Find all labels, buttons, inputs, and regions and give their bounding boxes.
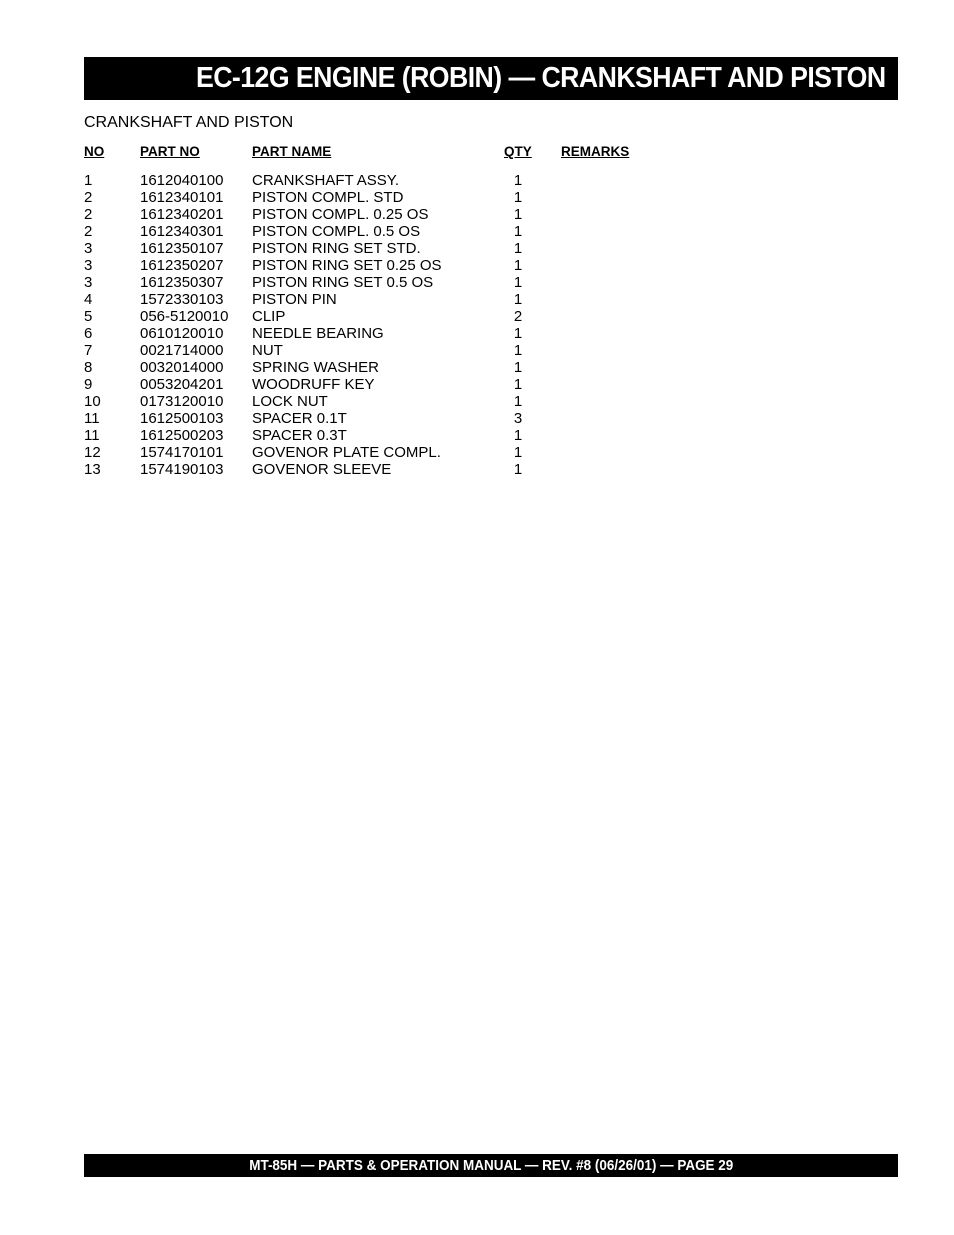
cell-qty: 1 xyxy=(513,376,523,393)
cell-part-no: 0021714000 xyxy=(140,342,224,359)
cell-part-no: 1612350107 xyxy=(140,240,224,257)
cell-part-no: 0053204201 xyxy=(140,376,224,393)
table-row xyxy=(84,257,684,274)
cell-part-name: PISTON COMPL. 0.5 OS xyxy=(252,223,421,240)
page-title-bar xyxy=(84,57,898,100)
cell-qty: 1 xyxy=(513,444,523,461)
cell-qty: 1 xyxy=(513,206,523,223)
cell-part-name: WOODRUFF KEY xyxy=(252,376,375,393)
cell-part-no: 1612040100 xyxy=(140,172,224,189)
cell-qty: 1 xyxy=(513,461,523,478)
header-part-no: PART NO xyxy=(140,144,200,159)
cell-no: 4 xyxy=(84,291,93,308)
cell-part-no: 1612350207 xyxy=(140,257,224,274)
cell-part-name: GOVENOR PLATE COMPL. xyxy=(252,444,441,461)
cell-part-no: 1612340301 xyxy=(140,223,224,240)
cell-part-name: PISTON PIN xyxy=(252,291,337,308)
cell-no: 9 xyxy=(84,376,93,393)
header-part-name: PART NAME xyxy=(252,144,332,159)
cell-no: 12 xyxy=(84,444,101,461)
footer-bar xyxy=(84,1154,898,1177)
cell-part-no: 1612350307 xyxy=(140,274,224,291)
section-heading: CRANKSHAFT AND PISTON xyxy=(84,114,294,131)
cell-part-no: 1612500103 xyxy=(140,410,224,427)
cell-part-name: PISTON COMPL. STD xyxy=(252,189,404,206)
cell-part-name: SPACER 0.3T xyxy=(252,427,347,444)
cell-part-name: NEEDLE BEARING xyxy=(252,325,384,342)
cell-qty: 1 xyxy=(513,359,523,376)
cell-no: 6 xyxy=(84,325,93,342)
table-row xyxy=(84,325,684,342)
cell-part-no: 1574190103 xyxy=(140,461,224,478)
cell-part-name: PISTON RING SET 0.5 OS xyxy=(252,274,434,291)
table-row xyxy=(84,342,684,359)
cell-no: 1 xyxy=(84,172,93,189)
table-row xyxy=(84,206,684,223)
cell-no: 2 xyxy=(84,189,93,206)
cell-part-no: 1612500203 xyxy=(140,427,224,444)
table-body xyxy=(84,172,684,478)
cell-part-name: PISTON RING SET STD. xyxy=(252,240,421,257)
page-title: EC-12G ENGINE (ROBIN) — CRANKSHAFT AND PISTON xyxy=(196,62,886,94)
cell-part-name: NUT xyxy=(252,342,283,359)
cell-no: 2 xyxy=(84,223,93,240)
cell-part-name: GOVENOR SLEEVE xyxy=(252,461,392,478)
cell-part-name: CRANKSHAFT ASSY. xyxy=(252,172,399,189)
cell-no: 3 xyxy=(84,274,93,291)
cell-part-name: PISTON RING SET 0.25 OS xyxy=(252,257,442,274)
table-row xyxy=(84,427,684,444)
table-row xyxy=(84,172,684,189)
cell-no: 13 xyxy=(84,461,101,478)
cell-qty: 1 xyxy=(513,257,523,274)
cell-qty: 3 xyxy=(513,410,523,427)
cell-part-no: 1572330103 xyxy=(140,291,224,308)
cell-part-no: 0032014000 xyxy=(140,359,224,376)
cell-no: 10 xyxy=(84,393,101,410)
table-row xyxy=(84,410,684,427)
header-no: NO xyxy=(84,144,105,159)
header-qty: QTY xyxy=(504,144,532,159)
cell-no: 3 xyxy=(84,240,93,257)
cell-qty: 1 xyxy=(513,274,523,291)
table-row xyxy=(84,274,684,291)
cell-qty: 1 xyxy=(513,223,523,240)
table-row xyxy=(84,393,684,410)
cell-part-no: 056-5120010 xyxy=(140,308,229,325)
table-row xyxy=(84,359,684,376)
table-row xyxy=(84,308,684,325)
cell-part-no: 1612340201 xyxy=(140,206,224,223)
cell-part-name: LOCK NUT xyxy=(252,393,328,410)
cell-part-name: SPRING WASHER xyxy=(252,359,379,376)
table-header-row xyxy=(84,144,684,164)
table-row xyxy=(84,291,684,308)
cell-qty: 1 xyxy=(513,291,523,308)
cell-qty: 1 xyxy=(513,393,523,410)
page-footer: MT-85H — PARTS & OPERATION MANUAL — REV. #8 (06/26/01) — PAGE 29 xyxy=(248,1157,734,1174)
header-remarks: REMARKS xyxy=(561,144,630,159)
table-row xyxy=(84,461,684,478)
cell-qty: 1 xyxy=(513,427,523,444)
cell-part-name: SPACER 0.1T xyxy=(252,410,347,427)
table-row xyxy=(84,376,684,393)
cell-part-no: 1574170101 xyxy=(140,444,224,461)
table-row xyxy=(84,444,684,461)
cell-no: 8 xyxy=(84,359,93,376)
cell-qty: 2 xyxy=(513,308,523,325)
cell-part-no: 0610120010 xyxy=(140,325,224,342)
table-row xyxy=(84,240,684,257)
cell-qty: 1 xyxy=(513,240,523,257)
cell-no: 2 xyxy=(84,206,93,223)
cell-part-no: 0173120010 xyxy=(140,393,224,410)
cell-qty: 1 xyxy=(513,172,523,189)
cell-no: 5 xyxy=(84,308,93,325)
cell-no: 11 xyxy=(84,410,100,427)
cell-no: 3 xyxy=(84,257,93,274)
cell-qty: 1 xyxy=(513,342,523,359)
table-row xyxy=(84,223,684,240)
cell-qty: 1 xyxy=(513,189,523,206)
table-row xyxy=(84,189,684,206)
cell-part-no: 1612340101 xyxy=(140,189,224,206)
cell-qty: 1 xyxy=(513,325,523,342)
cell-part-name: CLIP xyxy=(252,308,286,325)
cell-part-name: PISTON COMPL. 0.25 OS xyxy=(252,206,429,223)
parts-table xyxy=(84,144,684,478)
cell-no: 11 xyxy=(84,427,100,444)
cell-no: 7 xyxy=(84,342,93,359)
